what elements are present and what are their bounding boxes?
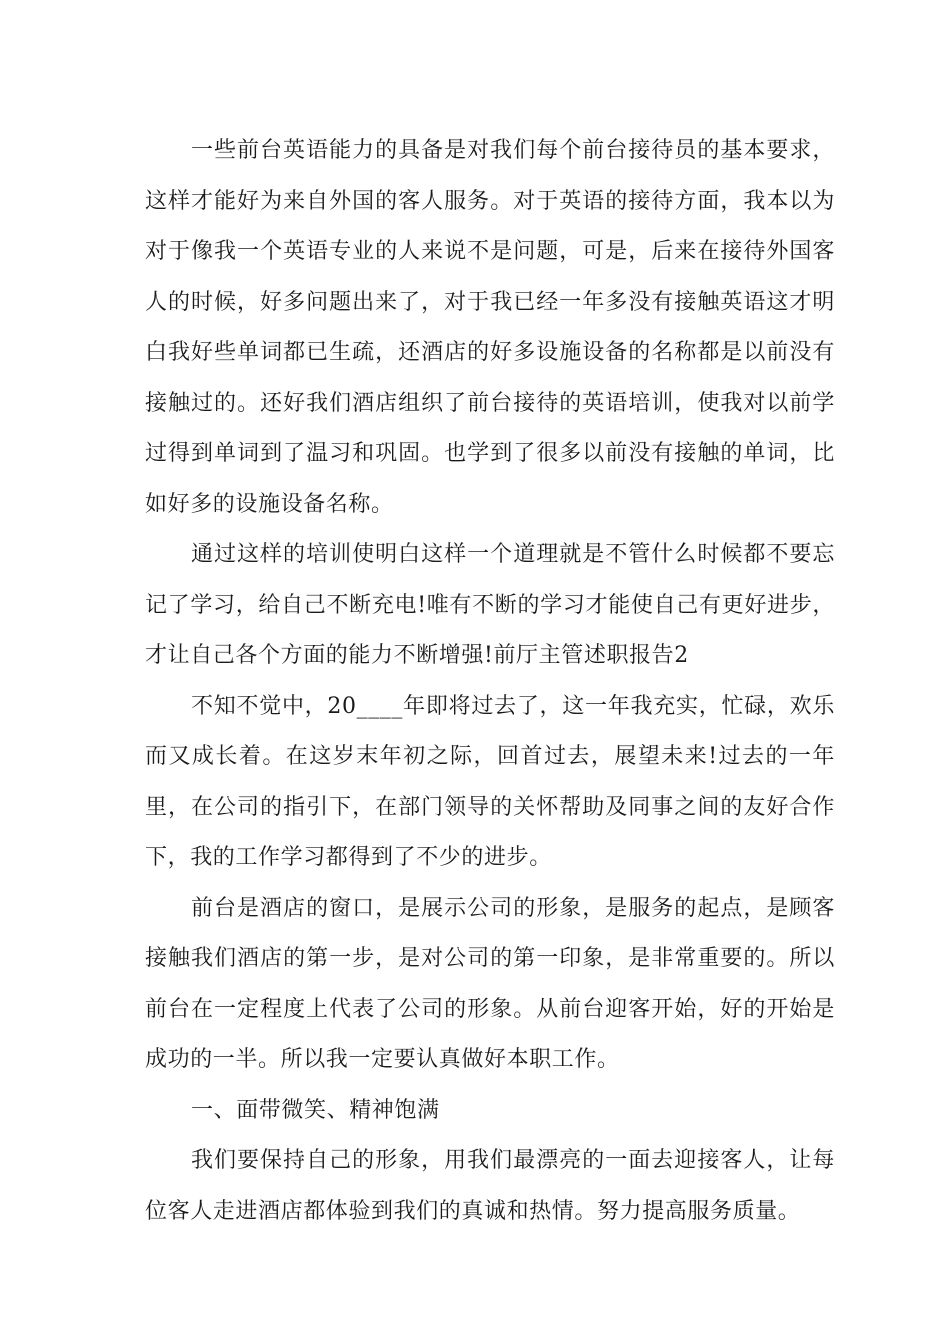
document-body <box>145 126 835 1237</box>
paragraph-year-review: 不知不觉中，20____年即将过去了，这一年我充实，忙碌，欢乐而又成长着。在这岁末年初之际，回首过去，展望未来!过去的一年里，在公司的指引下，在部门领导的关怀帮助及同事之间的友好合作下，我的工作学习都得到了不少的进步。 <box>145 693 835 870</box>
section-heading-smile: 一、面带微笑、精神饱满 <box>191 1097 440 1123</box>
paragraph-front-desk-role: 前台是酒店的窗口，是展示公司的形象，是服务的起点，是顾客接触我们酒店的第一步，是对公司的第一印象，是非常重要的。所以前台在一定程度上代表了公司的形象。从前台迎客开始，好的开始是成功的一半。所以我一定要认真做好本职工作。 <box>145 895 835 1072</box>
paragraph-image: 我们要保持自己的形象，用我们最漂亮的一面去迎接客人，让每位客人走进酒店都体验到我们的真诚和热情。努力提高服务质量。 <box>145 1148 835 1224</box>
paragraph-training-lesson: 通过这样的培训使明白这样一个道理就是不管什么时候都不要忘记了学习，给自己不断充电!唯有不断的学习才能使自己有更好进步，才让自己各个方面的能力不断增强!前厅主管述职报告2 <box>145 542 835 668</box>
paragraph-english-skills: 一些前台英语能力的具备是对我们每个前台接待员的基本要求，这样才能好为来自外国的客人服务。对于英语的接待方面，我本以为对于像我一个英语专业的人来说不是问题，可是，后来在接待外国客人的时候，好多问题出来了，对于我已经一年多没有接触英语这才明白我好些单词都已生疏，还酒店的好多设施设备的名称都是以前没有接触过的。还好我们酒店组织了前台接待的英语培训，使我对以前学过得到单词到了温习和巩固。也学到了很多以前没有接触的单词，比如好多的设施设备名称。 <box>145 138 835 517</box>
